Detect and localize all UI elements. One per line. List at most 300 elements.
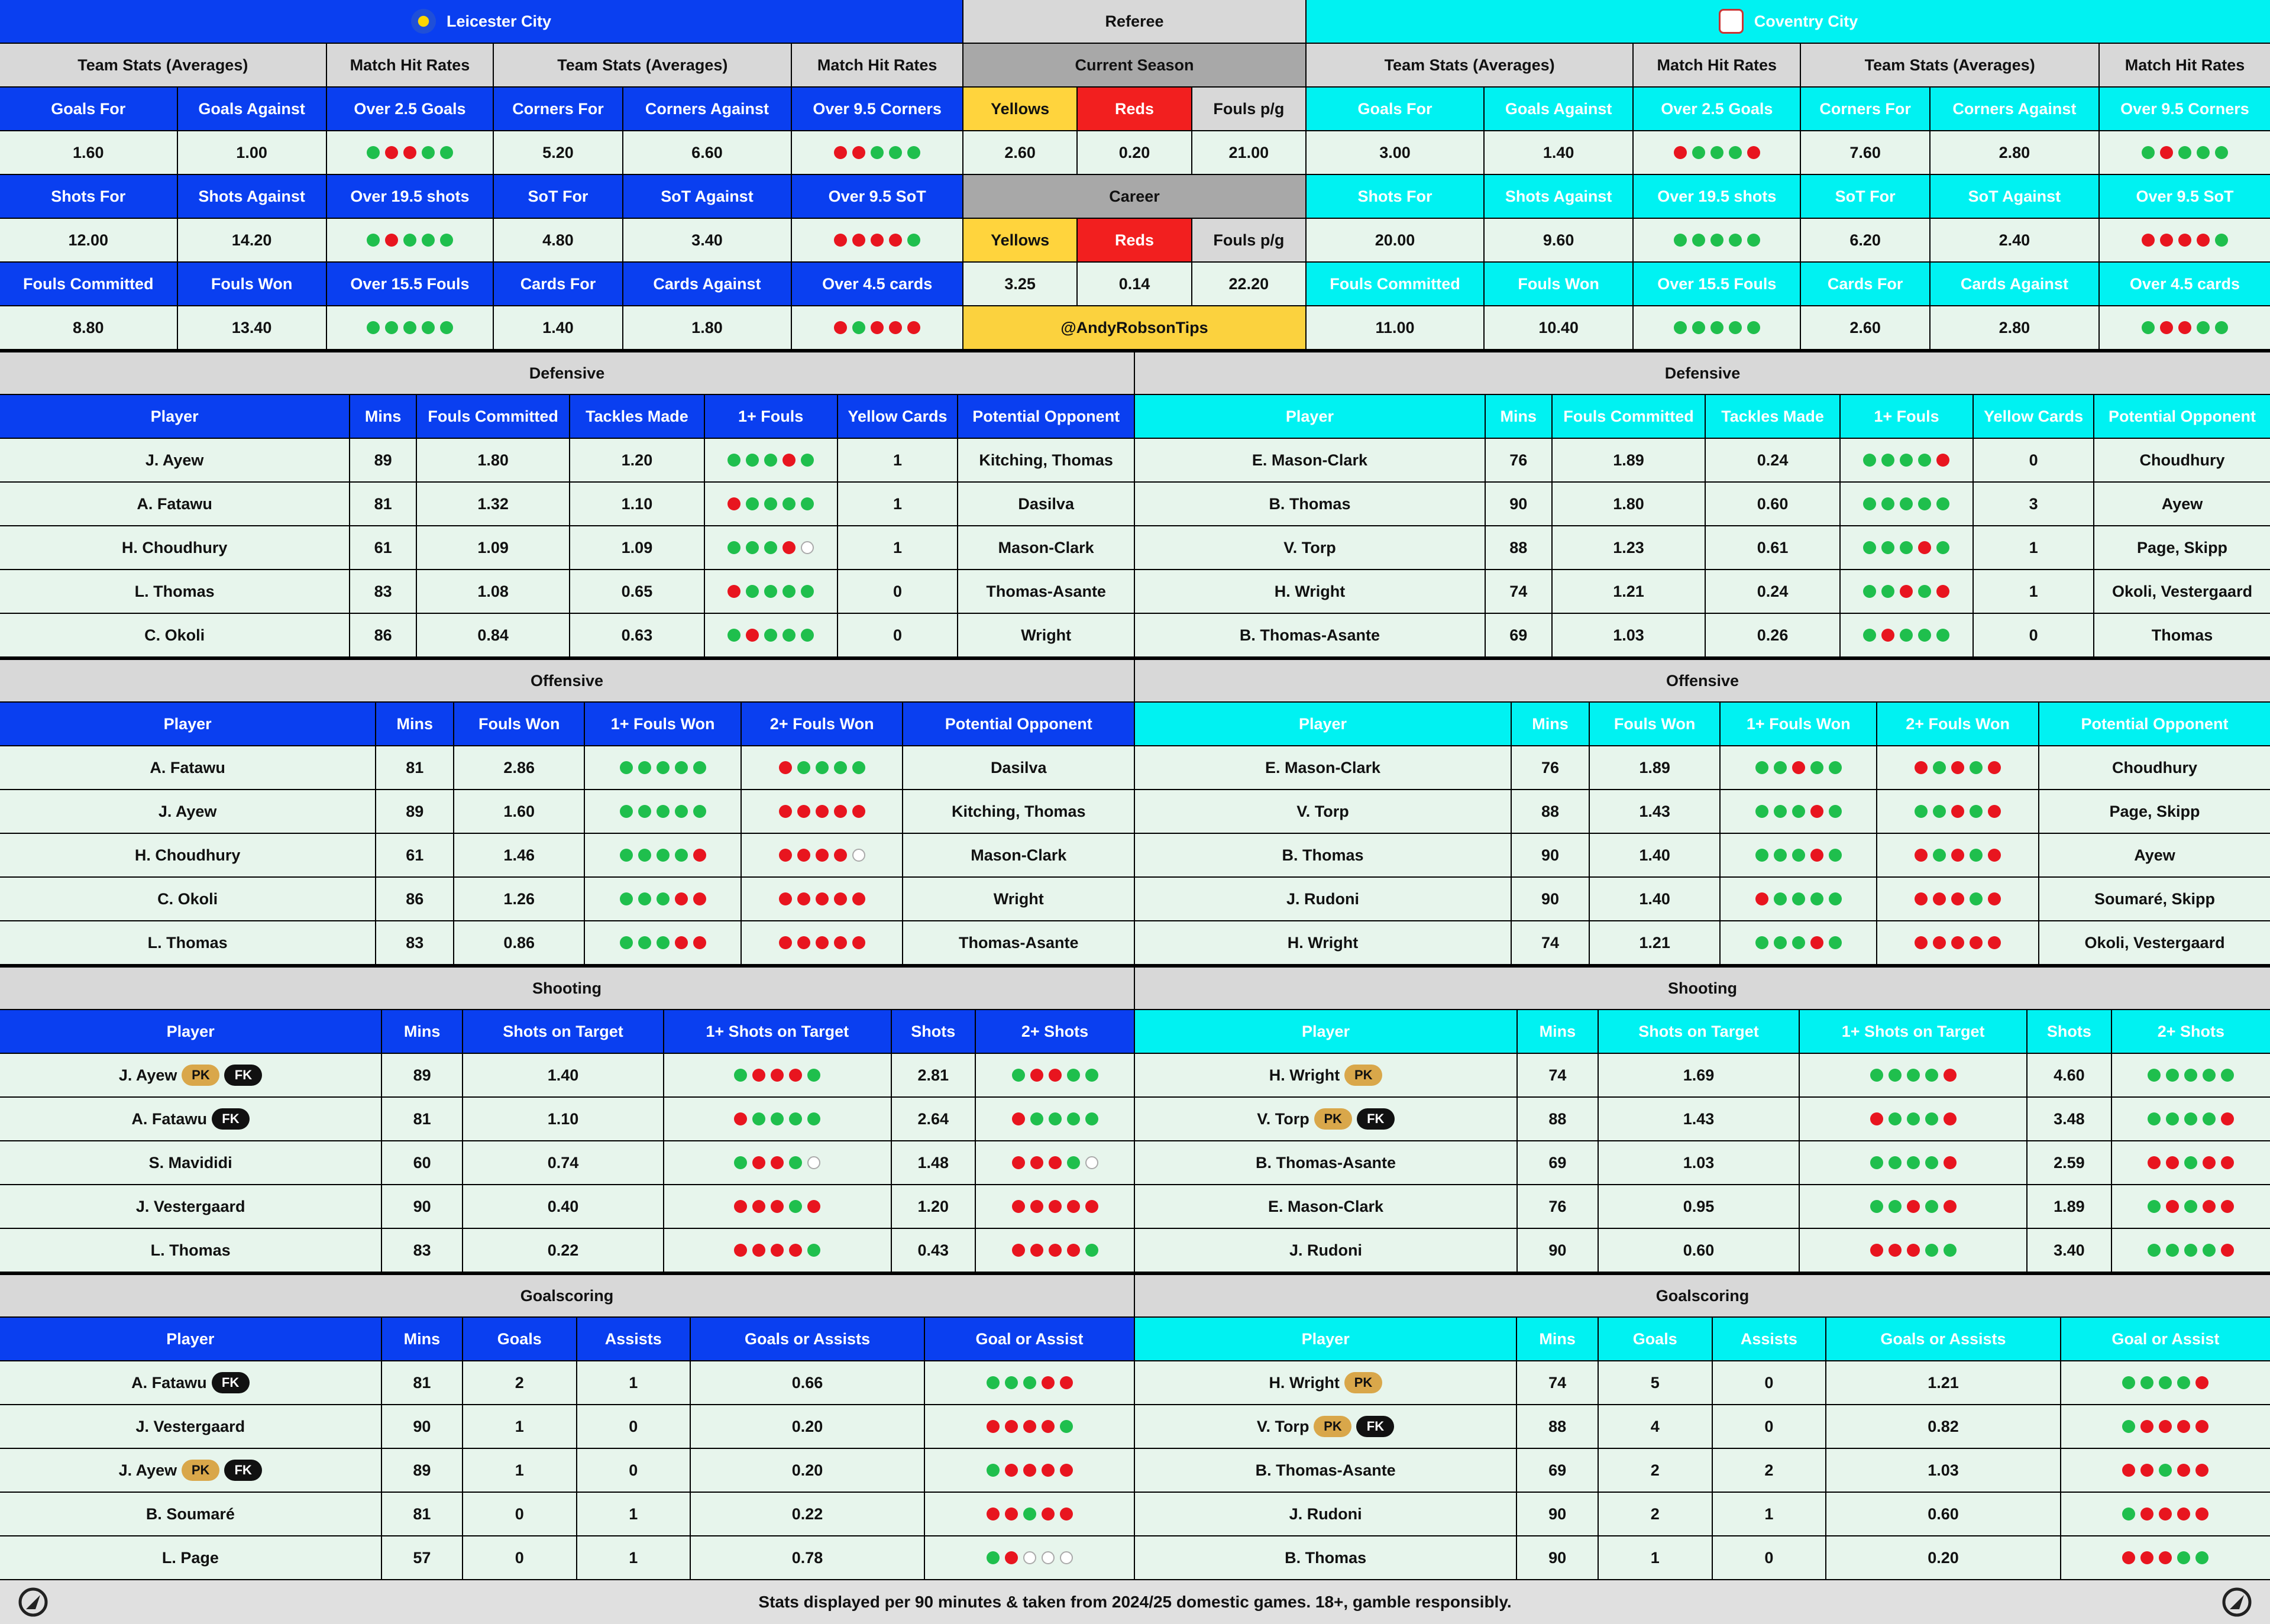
season-fouls-value: 21.00 bbox=[1192, 131, 1305, 174]
goals-against-value: 1.40 bbox=[1485, 131, 1632, 174]
hit-dot-icon bbox=[2203, 1244, 2216, 1257]
hit-dot-icon bbox=[1060, 1420, 1073, 1433]
form-dots bbox=[1877, 746, 2038, 789]
hit-dot-icon bbox=[1944, 1244, 1957, 1257]
form-dots bbox=[585, 746, 741, 789]
miss-dot-icon bbox=[1085, 1200, 1098, 1213]
stat-value: 0 bbox=[463, 1493, 576, 1535]
stat-value: 2.86 bbox=[454, 746, 584, 789]
hit-dot-icon bbox=[1907, 1112, 1920, 1125]
stat-value: 1.43 bbox=[1590, 790, 1719, 833]
career-fouls-value: 22.20 bbox=[1192, 263, 1305, 305]
miss-dot-icon bbox=[734, 1112, 747, 1125]
miss-dot-icon bbox=[771, 1200, 784, 1213]
cards-against-value: 2.80 bbox=[1931, 306, 2098, 349]
goals-for-label: Goals For bbox=[0, 88, 177, 130]
hit-dot-icon bbox=[1925, 1200, 1938, 1213]
form-dots bbox=[976, 1054, 1134, 1096]
hit-dot-icon bbox=[2122, 1420, 2135, 1433]
hit-dot-icon bbox=[403, 321, 416, 334]
fouls-pg-label: Fouls p/g bbox=[1192, 219, 1305, 261]
stat-value: 88 bbox=[1486, 526, 1551, 569]
hit-dot-icon bbox=[693, 805, 706, 818]
stat-value: Soumaré, Skipp bbox=[2039, 878, 2270, 920]
career-header: Career bbox=[963, 175, 1305, 218]
stat-value: 0 bbox=[577, 1405, 690, 1448]
miss-dot-icon bbox=[771, 1156, 784, 1169]
over-195-shots-dots bbox=[327, 219, 493, 261]
column-header: Player bbox=[0, 1010, 381, 1053]
hit-dot-icon bbox=[1792, 805, 1805, 818]
brand-logo-icon bbox=[2222, 1587, 2252, 1617]
player-name-cell bbox=[0, 439, 349, 481]
hit-dot-icon bbox=[1755, 849, 1768, 862]
form-dots bbox=[925, 1493, 1134, 1535]
stat-value: 0.60 bbox=[1599, 1229, 1799, 1272]
hit-dot-icon bbox=[1030, 1112, 1043, 1125]
sot-against-value: 3.40 bbox=[623, 219, 791, 261]
stat-value: 61 bbox=[376, 834, 453, 876]
hit-dot-icon bbox=[752, 1112, 765, 1125]
stat-value: 1.21 bbox=[1826, 1361, 2059, 1404]
miss-dot-icon bbox=[852, 936, 865, 949]
goals-against-label: Goals Against bbox=[1485, 88, 1632, 130]
stat-value: 90 bbox=[1517, 1493, 1598, 1535]
stat-value: 81 bbox=[382, 1361, 462, 1404]
miss-dot-icon bbox=[1951, 849, 1964, 862]
stat-value: 1 bbox=[463, 1405, 576, 1448]
hit-dot-icon bbox=[620, 761, 633, 774]
player-name: B. Thomas-Asante bbox=[1255, 1153, 1396, 1172]
miss-dot-icon bbox=[1915, 761, 1928, 774]
form-dots bbox=[2112, 1185, 2270, 1228]
hit-dot-icon bbox=[1792, 849, 1805, 862]
stat-value: 90 bbox=[1512, 834, 1589, 876]
stat-value: 1.23 bbox=[1553, 526, 1705, 569]
hit-dot-icon bbox=[2184, 1069, 2197, 1082]
miss-dot-icon bbox=[1944, 1069, 1957, 1082]
miss-dot-icon bbox=[675, 892, 688, 905]
player-name: B. Thomas-Asante bbox=[1239, 626, 1380, 644]
hit-dot-icon bbox=[1863, 454, 1876, 467]
penalty-taker-badge: PK bbox=[182, 1460, 219, 1481]
miss-dot-icon bbox=[1970, 936, 1983, 949]
form-dots bbox=[664, 1141, 890, 1184]
stat-value: 0.20 bbox=[1826, 1536, 2059, 1579]
miss-dot-icon bbox=[1951, 761, 1964, 774]
player-name-cell bbox=[1135, 834, 1511, 876]
stat-value: Thomas-Asante bbox=[958, 570, 1134, 613]
player-name: H. Wright bbox=[1274, 582, 1346, 600]
team-stats-header: Team Stats (Averages) bbox=[1307, 44, 1632, 86]
stat-value: 1.89 bbox=[1553, 439, 1705, 481]
stat-value: 90 bbox=[382, 1405, 462, 1448]
hit-dot-icon bbox=[1900, 454, 1913, 467]
column-header: Player bbox=[0, 1318, 381, 1360]
miss-dot-icon bbox=[693, 849, 706, 862]
miss-dot-icon bbox=[2159, 1551, 2172, 1564]
hit-dot-icon bbox=[782, 497, 796, 510]
miss-dot-icon bbox=[871, 321, 884, 334]
hit-dot-icon bbox=[620, 936, 633, 949]
miss-dot-icon bbox=[834, 146, 847, 159]
player-name: C. Okoli bbox=[144, 626, 205, 644]
miss-dot-icon bbox=[779, 805, 792, 818]
hit-dot-icon bbox=[1933, 805, 1946, 818]
player-name-cell bbox=[1135, 570, 1485, 613]
stat-value: 1.89 bbox=[2028, 1185, 2111, 1228]
hit-dot-icon bbox=[1810, 761, 1823, 774]
form-dots bbox=[1877, 790, 2038, 833]
hit-dot-icon bbox=[1918, 497, 1931, 510]
stat-value: Okoli, Vestergaard bbox=[2094, 570, 2270, 613]
miss-dot-icon bbox=[693, 936, 706, 949]
hit-dot-icon bbox=[1085, 1244, 1098, 1257]
stat-value: 0 bbox=[463, 1536, 576, 1579]
shots-against-value: 14.20 bbox=[178, 219, 326, 261]
hit-dot-icon bbox=[1933, 761, 1946, 774]
hit-dot-icon bbox=[1710, 146, 1723, 159]
hit-dot-icon bbox=[1774, 761, 1787, 774]
goals-against-value: 1.00 bbox=[178, 131, 326, 174]
hit-dot-icon bbox=[1674, 234, 1687, 247]
stat-value: 83 bbox=[382, 1229, 461, 1272]
hit-dot-icon bbox=[1925, 1156, 1938, 1169]
hit-dot-icon bbox=[801, 585, 814, 598]
hit-dot-icon bbox=[657, 761, 670, 774]
stat-value: 1.46 bbox=[454, 834, 584, 876]
form-dots bbox=[1800, 1185, 2026, 1228]
player-name: H. Wright bbox=[1269, 1066, 1340, 1084]
hit-dot-icon bbox=[727, 629, 741, 642]
stat-value: 1 bbox=[577, 1361, 690, 1404]
column-header: Tackles Made bbox=[1706, 395, 1839, 438]
miss-dot-icon bbox=[752, 1156, 765, 1169]
stat-value: 1 bbox=[838, 439, 958, 481]
player-name: L. Page bbox=[161, 1548, 219, 1567]
stat-value: 1.20 bbox=[570, 439, 703, 481]
stat-value: 1.03 bbox=[1826, 1449, 2059, 1492]
miss-dot-icon bbox=[2166, 1156, 2179, 1169]
hit-dot-icon bbox=[2184, 1156, 2197, 1169]
stat-value: 0.20 bbox=[691, 1449, 924, 1492]
column-header: Mins bbox=[1518, 1010, 1598, 1053]
column-header: Goal or Assist bbox=[2061, 1318, 2270, 1360]
miss-dot-icon bbox=[1005, 1507, 1018, 1521]
stat-value: 1.48 bbox=[892, 1141, 975, 1184]
player-name-cell bbox=[1135, 1405, 1516, 1448]
stat-value: 1.40 bbox=[1590, 834, 1719, 876]
form-dots bbox=[585, 790, 741, 833]
hit-dot-icon bbox=[1710, 321, 1723, 334]
column-header: 1+ Fouls bbox=[1841, 395, 1972, 438]
stat-value: 4 bbox=[1599, 1405, 1712, 1448]
form-dots bbox=[705, 526, 837, 569]
miss-dot-icon bbox=[1988, 761, 2001, 774]
player-name-cell bbox=[1135, 614, 1485, 656]
miss-dot-icon bbox=[889, 234, 902, 247]
miss-dot-icon bbox=[2177, 1420, 2190, 1433]
no-game-dot-icon bbox=[1060, 1551, 1073, 1564]
fouls-won-value: 13.40 bbox=[178, 306, 326, 349]
stat-value: 1.10 bbox=[463, 1098, 663, 1140]
free-kick-taker-badge: FK bbox=[212, 1108, 250, 1130]
hit-dot-icon bbox=[2148, 1244, 2161, 1257]
hit-dot-icon bbox=[1889, 1112, 1902, 1125]
form-dots bbox=[664, 1098, 890, 1140]
hit-dot-icon bbox=[2142, 321, 2155, 334]
stat-value: 88 bbox=[1518, 1098, 1598, 1140]
miss-dot-icon bbox=[852, 146, 865, 159]
hit-dot-icon bbox=[1900, 629, 1913, 642]
hit-dot-icon bbox=[1970, 761, 1983, 774]
shots-for-label: Shots For bbox=[0, 175, 177, 218]
miss-dot-icon bbox=[1915, 936, 1928, 949]
player-name-cell bbox=[1135, 483, 1485, 525]
stat-value: Kitching, Thomas bbox=[903, 790, 1134, 833]
miss-dot-icon bbox=[1810, 849, 1823, 862]
stat-value: 89 bbox=[382, 1449, 462, 1492]
player-name-cell bbox=[1135, 1054, 1516, 1096]
corners-against-label: Corners Against bbox=[623, 88, 791, 130]
hit-dot-icon bbox=[385, 321, 398, 334]
hit-dot-icon bbox=[1900, 497, 1913, 510]
player-name: J. Vestergaard bbox=[135, 1417, 245, 1435]
team-name: Coventry City bbox=[1754, 12, 1858, 30]
miss-dot-icon bbox=[734, 1200, 747, 1213]
hit-dot-icon bbox=[2184, 1244, 2197, 1257]
goals-for-value: 3.00 bbox=[1307, 131, 1483, 174]
miss-dot-icon bbox=[2203, 1156, 2216, 1169]
column-header: Goals bbox=[463, 1318, 576, 1360]
form-dots bbox=[1721, 921, 1876, 964]
hit-dot-icon bbox=[1729, 146, 1742, 159]
referee-title: Referee bbox=[963, 0, 1305, 43]
miss-dot-icon bbox=[1012, 1156, 1025, 1169]
hit-dot-icon bbox=[1970, 849, 1983, 862]
stat-value: 0.24 bbox=[1706, 439, 1839, 481]
over-95-sot-label: Over 9.5 SoT bbox=[792, 175, 962, 218]
hit-dot-icon bbox=[2215, 321, 2228, 334]
form-dots bbox=[976, 1229, 1134, 1272]
column-header: 2+ Shots bbox=[2112, 1010, 2270, 1053]
hit-dot-icon bbox=[1747, 234, 1760, 247]
miss-dot-icon bbox=[834, 805, 847, 818]
column-header: Mins bbox=[1486, 395, 1551, 438]
stat-value: 1.60 bbox=[454, 790, 584, 833]
miss-dot-icon bbox=[871, 234, 884, 247]
hit-dot-icon bbox=[746, 585, 759, 598]
miss-dot-icon bbox=[779, 761, 792, 774]
hit-dot-icon bbox=[620, 849, 633, 862]
hit-dot-icon bbox=[764, 454, 777, 467]
hit-dot-icon bbox=[657, 849, 670, 862]
miss-dot-icon bbox=[789, 1069, 802, 1082]
miss-dot-icon bbox=[1933, 936, 1946, 949]
stat-value: Choudhury bbox=[2039, 746, 2270, 789]
sot-against-value: 2.40 bbox=[1931, 219, 2098, 261]
form-dots bbox=[2112, 1229, 2270, 1272]
player-name-cell bbox=[0, 1185, 381, 1228]
season-yellows-value: 2.60 bbox=[963, 131, 1076, 174]
hit-dot-icon bbox=[2159, 1376, 2172, 1389]
team-stats-header: Team Stats (Averages) bbox=[0, 44, 326, 86]
hit-dot-icon bbox=[871, 146, 884, 159]
player-name-cell bbox=[1135, 1098, 1516, 1140]
over-95-corners-dots bbox=[792, 131, 962, 174]
stat-value: 3 bbox=[1974, 483, 2093, 525]
hit-dot-icon bbox=[1881, 454, 1894, 467]
shooting-section-title: Shooting bbox=[1135, 968, 2270, 1009]
no-game-dot-icon bbox=[1085, 1156, 1098, 1169]
hit-dot-icon bbox=[1829, 805, 1842, 818]
player-name: V. Torp bbox=[1257, 1109, 1309, 1128]
stat-value: 0.95 bbox=[1599, 1185, 1799, 1228]
form-dots bbox=[976, 1098, 1134, 1140]
team-stats-header: Team Stats (Averages) bbox=[494, 44, 791, 86]
stat-value: 89 bbox=[350, 439, 416, 481]
form-dots bbox=[2061, 1405, 2270, 1448]
hit-dot-icon bbox=[834, 761, 847, 774]
hit-dot-icon bbox=[907, 234, 920, 247]
player-name: A. Fatawu bbox=[137, 494, 212, 513]
hit-dot-icon bbox=[1674, 321, 1687, 334]
stat-value: 3.48 bbox=[2028, 1098, 2111, 1140]
player-name: J. Ayew bbox=[118, 1461, 177, 1479]
hit-dot-icon bbox=[1881, 585, 1894, 598]
hit-dot-icon bbox=[764, 541, 777, 554]
player-name: H. Choudhury bbox=[121, 538, 228, 557]
miss-dot-icon bbox=[1918, 541, 1931, 554]
player-name-cell bbox=[1135, 1361, 1516, 1404]
stat-value: 88 bbox=[1517, 1405, 1598, 1448]
hit-dot-icon bbox=[1692, 321, 1705, 334]
stat-value: 76 bbox=[1486, 439, 1551, 481]
miss-dot-icon bbox=[2195, 1507, 2208, 1521]
miss-dot-icon bbox=[1049, 1244, 1062, 1257]
stat-value: 1.89 bbox=[1590, 746, 1719, 789]
stat-value: Ayew bbox=[2094, 483, 2270, 525]
hit-dot-icon bbox=[1810, 892, 1823, 905]
stat-value: 1 bbox=[838, 526, 958, 569]
column-header: Potential Opponent bbox=[2094, 395, 2270, 438]
hit-dot-icon bbox=[764, 585, 777, 598]
hit-dot-icon bbox=[440, 321, 453, 334]
hit-dot-icon bbox=[746, 454, 759, 467]
miss-dot-icon bbox=[834, 321, 847, 334]
miss-dot-icon bbox=[2166, 1200, 2179, 1213]
player-name-cell bbox=[0, 1405, 381, 1448]
goals-for-value: 1.60 bbox=[0, 131, 177, 174]
hit-dot-icon bbox=[852, 321, 865, 334]
form-dots bbox=[1800, 1098, 2026, 1140]
miss-dot-icon bbox=[1907, 1244, 1920, 1257]
over-155-fouls-label: Over 15.5 Fouls bbox=[1634, 263, 1800, 305]
hit-dot-icon bbox=[987, 1376, 1000, 1389]
match-hit-rates-header: Match Hit Rates bbox=[1634, 44, 1800, 86]
hit-dot-icon bbox=[1925, 1244, 1938, 1257]
miss-dot-icon bbox=[1030, 1244, 1043, 1257]
hit-dot-icon bbox=[816, 761, 829, 774]
form-dots bbox=[1800, 1141, 2026, 1184]
player-name-cell bbox=[1135, 790, 1511, 833]
cards-against-label: Cards Against bbox=[623, 263, 791, 305]
stat-value: 0 bbox=[1974, 614, 2093, 656]
miss-dot-icon bbox=[2140, 1464, 2153, 1477]
miss-dot-icon bbox=[816, 936, 829, 949]
sot-against-label: SoT Against bbox=[1931, 175, 2098, 218]
column-header: Shots bbox=[2028, 1010, 2111, 1053]
column-header: Goals or Assists bbox=[1826, 1318, 2059, 1360]
over-25-goals-dots bbox=[1634, 131, 1800, 174]
form-dots bbox=[2061, 1536, 2270, 1579]
stat-value: 0.60 bbox=[1826, 1493, 2059, 1535]
form-dots bbox=[742, 878, 903, 920]
player-name: V. Torp bbox=[1296, 802, 1349, 820]
stat-value: Page, Skipp bbox=[2039, 790, 2270, 833]
hit-dot-icon bbox=[1085, 1069, 1098, 1082]
stat-value: 0.74 bbox=[463, 1141, 663, 1184]
stat-value: 0.26 bbox=[1706, 614, 1839, 656]
hit-dot-icon bbox=[1692, 146, 1705, 159]
stat-value: 2.81 bbox=[892, 1054, 975, 1096]
miss-dot-icon bbox=[1900, 585, 1913, 598]
miss-dot-icon bbox=[1944, 1200, 1957, 1213]
stat-value: Ayew bbox=[2039, 834, 2270, 876]
stat-value: 57 bbox=[382, 1536, 462, 1579]
stat-value: 81 bbox=[350, 483, 416, 525]
shots-for-label: Shots For bbox=[1307, 175, 1483, 218]
stat-value: 1 bbox=[577, 1536, 690, 1579]
player-name: B. Thomas bbox=[1269, 494, 1351, 513]
hit-dot-icon bbox=[789, 1156, 802, 1169]
column-header: Assists bbox=[1713, 1318, 1826, 1360]
player-name-cell bbox=[1135, 878, 1511, 920]
hit-dot-icon bbox=[367, 321, 380, 334]
yellows-label: Yellows bbox=[963, 219, 1076, 261]
corners-for-label: Corners For bbox=[1801, 88, 1929, 130]
form-dots bbox=[2061, 1449, 2270, 1492]
player-name-cell bbox=[0, 1449, 381, 1492]
player-name: S. Mavididi bbox=[148, 1153, 232, 1172]
stat-value: 86 bbox=[376, 878, 453, 920]
stat-value: 86 bbox=[350, 614, 416, 656]
hit-dot-icon bbox=[657, 936, 670, 949]
form-dots bbox=[664, 1054, 890, 1096]
stat-value: Kitching, Thomas bbox=[958, 439, 1134, 481]
hit-dot-icon bbox=[1792, 936, 1805, 949]
stat-value: 76 bbox=[1512, 746, 1589, 789]
hit-dot-icon bbox=[1889, 1156, 1902, 1169]
hit-dot-icon bbox=[727, 541, 741, 554]
miss-dot-icon bbox=[2177, 1507, 2190, 1521]
hit-dot-icon bbox=[789, 1200, 802, 1213]
miss-dot-icon bbox=[1042, 1376, 1055, 1389]
stat-value: 74 bbox=[1512, 921, 1589, 964]
sot-for-label: SoT For bbox=[494, 175, 622, 218]
yellows-label: Yellows bbox=[963, 88, 1076, 130]
miss-dot-icon bbox=[734, 1244, 747, 1257]
miss-dot-icon bbox=[779, 849, 792, 862]
hit-dot-icon bbox=[638, 849, 651, 862]
miss-dot-icon bbox=[1060, 1507, 1073, 1521]
hit-dot-icon bbox=[422, 321, 435, 334]
stat-value: Choudhury bbox=[2094, 439, 2270, 481]
hit-dot-icon bbox=[657, 805, 670, 818]
no-game-dot-icon bbox=[1023, 1551, 1036, 1564]
free-kick-taker-badge: FK bbox=[224, 1065, 262, 1086]
hit-dot-icon bbox=[1870, 1069, 1883, 1082]
